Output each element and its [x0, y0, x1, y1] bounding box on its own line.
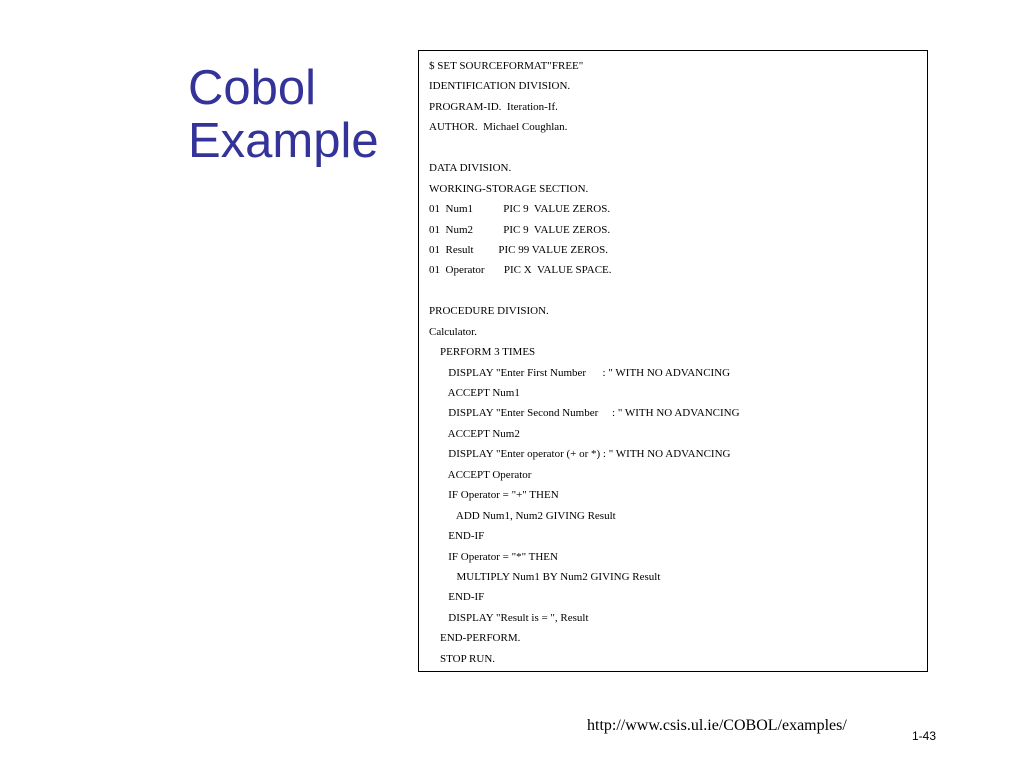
code-line: ACCEPT Num1	[429, 387, 520, 399]
code-line: IDENTIFICATION DIVISION.	[429, 80, 571, 93]
code-line: PERFORM 3 TIMES	[429, 346, 536, 359]
code-line: IF Operator = "+" THEN	[429, 489, 559, 502]
code-line: END-PERFORM.	[429, 632, 521, 645]
code-line: END-IF	[429, 530, 485, 543]
code-line: AUTHOR. Michael Coughlan.	[429, 121, 568, 134]
code-line: STOP RUN.	[429, 652, 496, 665]
code-line: ADD Num1, Num2 GIVING Result	[429, 509, 616, 522]
code-listing-box	[418, 50, 928, 672]
code-line: DISPLAY "Enter operator (+ or *) : " WITH NO ADVANCING	[429, 448, 731, 461]
code-line: MULTIPLY Num1 BY Num2 GIVING Result	[429, 570, 661, 583]
code-listing	[429, 56, 740, 669]
code-line: 01 Num2 PIC 9 VALUE ZEROS.	[429, 223, 611, 236]
code-line: PROCEDURE DIVISION.	[429, 305, 549, 318]
code-line: Calculator.	[429, 325, 477, 338]
source-url-link[interactable]: http://www.csis.ul.ie/COBOL/examples/	[587, 717, 847, 734]
code-line: DISPLAY "Enter First Number : " WITH NO ADVANCING	[429, 366, 731, 379]
code-line: END-IF	[429, 591, 485, 604]
slide-title-line-1: Cobol	[188, 61, 317, 115]
code-line: $ SET SOURCEFORMAT"FREE"	[429, 60, 584, 72]
code-line: ACCEPT Num2	[429, 427, 520, 440]
code-line: PROGRAM-ID. Iteration-If.	[429, 100, 558, 113]
code-line: 01 Num1 PIC 9 VALUE ZEROS.	[429, 203, 611, 216]
code-line	[429, 281, 740, 301]
slide-title	[188, 62, 379, 168]
page-number: 1-43	[912, 729, 937, 743]
code-line: 01 Operator PIC X VALUE SPACE.	[429, 264, 612, 277]
code-line: IF Operator = "*" THEN	[429, 550, 558, 563]
code-line	[429, 138, 740, 158]
code-line: ACCEPT Operator	[429, 468, 532, 481]
slide-title-line-2: Example	[188, 114, 379, 168]
code-line: DATA DIVISION.	[429, 162, 512, 175]
code-line: WORKING-STORAGE SECTION.	[429, 182, 589, 195]
code-line: 01 Result PIC 99 VALUE ZEROS.	[429, 243, 608, 256]
code-line: DISPLAY "Enter Second Number : " WITH NO ADVANCING	[429, 407, 740, 420]
code-line: DISPLAY "Result is = ", Result	[429, 611, 589, 624]
